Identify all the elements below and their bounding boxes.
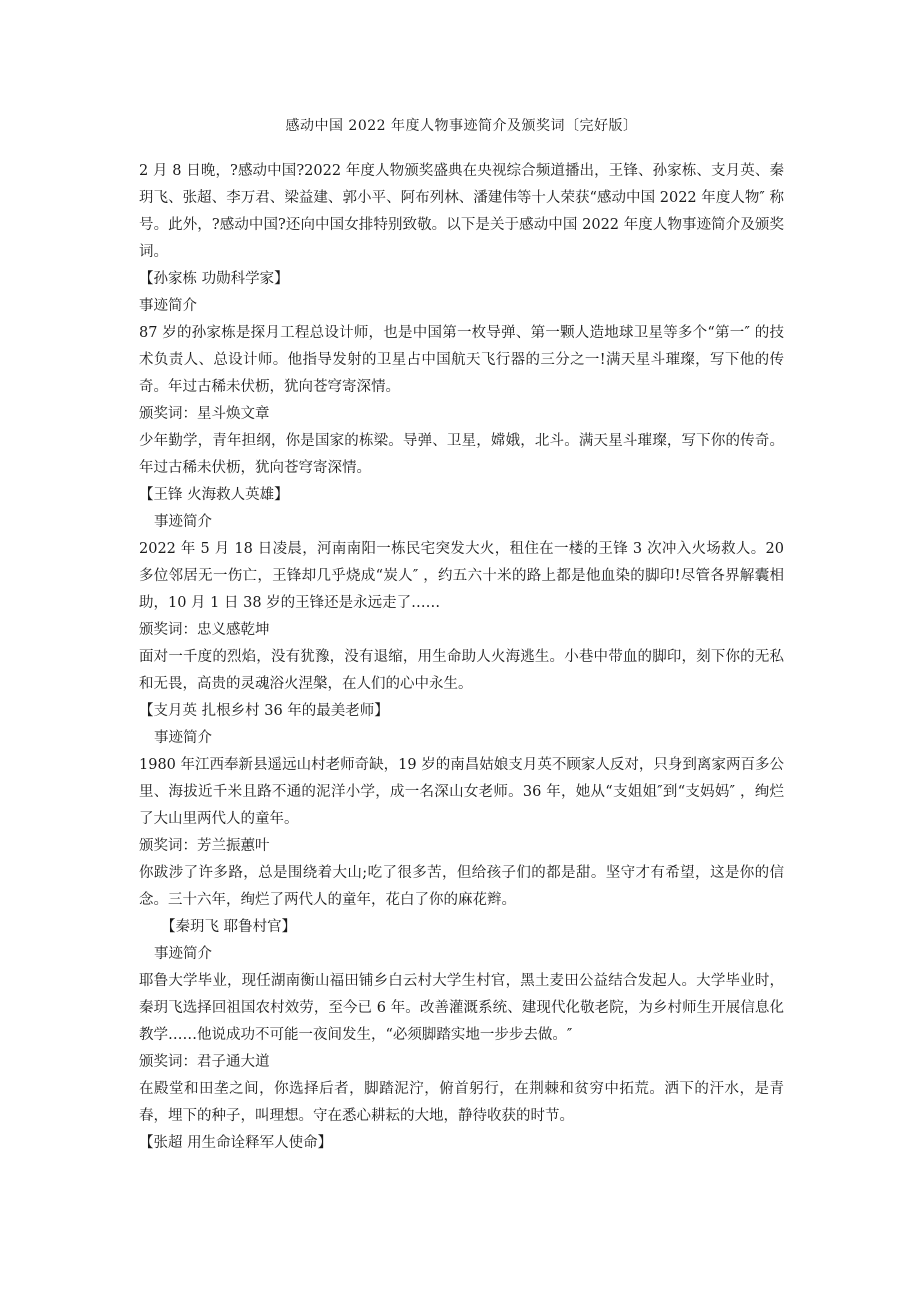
section-heading: 【王锋 火海救人英雄】 xyxy=(139,487,289,503)
section-heading: 【支月英 扎根乡村 36 年的最美老师】 xyxy=(139,703,389,719)
award-label: 颁奖词：君子通大道 xyxy=(139,1054,270,1070)
summary-paragraph: 1980 年江西奉新县遥远山村老师奇缺，19 岁的南昌姑娘支月英不顾家人反对，只身到离家两百多公里、海拔近千米且路不通的泥洋小学，成一名深山女老师。36 年，她从“支姐姐″到“支妈妈″ ，绚烂了大山里两代人的童年。 xyxy=(139,757,784,827)
award-label: 颁奖词：忠义感乾坤 xyxy=(139,622,270,638)
summary-label: 事迹简介 xyxy=(154,946,212,962)
award-label: 颁奖词：芳兰振蕙叶 xyxy=(139,838,270,854)
award-label: 颁奖词：星斗焕文章 xyxy=(139,406,270,422)
award-paragraph: 你跋涉了许多路，总是围绕着大山;吃了很多苦，但给孩子们的都是甜。坚守才有希望，这是你的信念。三十六年，绚烂了两代人的童年，花白了你的麻花辫。 xyxy=(139,865,784,908)
section-heading: 【孙家栋 功勋科学家】 xyxy=(139,271,289,287)
section-heading: 【张超 用生命诠释军人使命】 xyxy=(139,1135,333,1151)
award-paragraph: 少年勤学，青年担纲，你是国家的栋梁。导弹、卫星，嫦娥，北斗。满天星斗璀璨，写下你的传奇。年过古稀未伏枥，犹向苍穹寄深情。 xyxy=(139,433,784,476)
award-paragraph: 面对一千度的烈焰，没有犹豫，没有退缩，用生命助人火海逃生。小巷中带血的脚印，刻下你的无私和无畏，高贵的灵魂浴火涅槃，在人们的心中永生。 xyxy=(139,649,784,692)
summary-paragraph: 2022 年 5 月 18 日凌晨，河南南阳一栋民宅突发大火，租住在一楼的王锋 3 次冲入火场救人。20 多位邻居无一伤亡，王锋却几乎烧成“炭人″ ，约五六十米的路上都是他血染的脚印!尽管各界解囊相助，10 月 1 日 38 岁的王锋还是永远走了…… xyxy=(139,541,784,611)
section-heading: 【秦玥飞 耶鲁村官】 xyxy=(161,919,297,935)
summary-label: 事迹简介 xyxy=(154,730,212,746)
intro-paragraph: 2 月 8 日晚，?感动中国?2022 年度人物颁奖盛典在央视综合频道播出，王锋、孙家栋、支月英、秦玥飞、张超、李万君、梁益建、郭小平、阿布列林、潘建伟等十人荣获“感动中国 2022 年度人物″ 称号。此外，?感动中国?还向中国女排特别致敬。以下是关于感动中国 2022 年度人物事迹简介及颁奖词。 xyxy=(139,163,784,260)
summary-paragraph: 耶鲁大学毕业，现任湖南衡山福田铺乡白云村大学生村官，黑土麦田公益结合发起人。大学毕业时，秦玥飞选择回祖国农村效劳，至今已 6 年。改善灌溉系统、建现代化敬老院，为乡村师生开展信息化教学……他说成功不可能一夜间发生，“必须脚踏实地一步步去做。″ xyxy=(139,973,784,1043)
summary-paragraph: 87 岁的孙家栋是探月工程总设计师，也是中国第一枚导弹、第一颗人造地球卫星等多个“第一″ 的技术负责人、总设计师。他指导发射的卫星占中国航天飞行器的三分之一!满天星斗璀璨，写下他的传奇。年过古稀未伏枥，犹向苍穹寄深情。 xyxy=(139,325,784,395)
document-title: 感动中国 2022 年度人物事迹简介及颁奖词〔完好版〕 xyxy=(285,118,638,134)
document-page xyxy=(139,116,784,1157)
award-paragraph: 在殿堂和田垄之间，你选择后者，脚踏泥泞，俯首躬行，在荆棘和贫穷中拓荒。洒下的汗水，是青春，埋下的种子，叫理想。守在悉心耕耘的大地，静待收获的时节。 xyxy=(139,1081,784,1124)
summary-label: 事迹简介 xyxy=(139,298,197,314)
summary-label: 事迹简介 xyxy=(154,514,212,530)
